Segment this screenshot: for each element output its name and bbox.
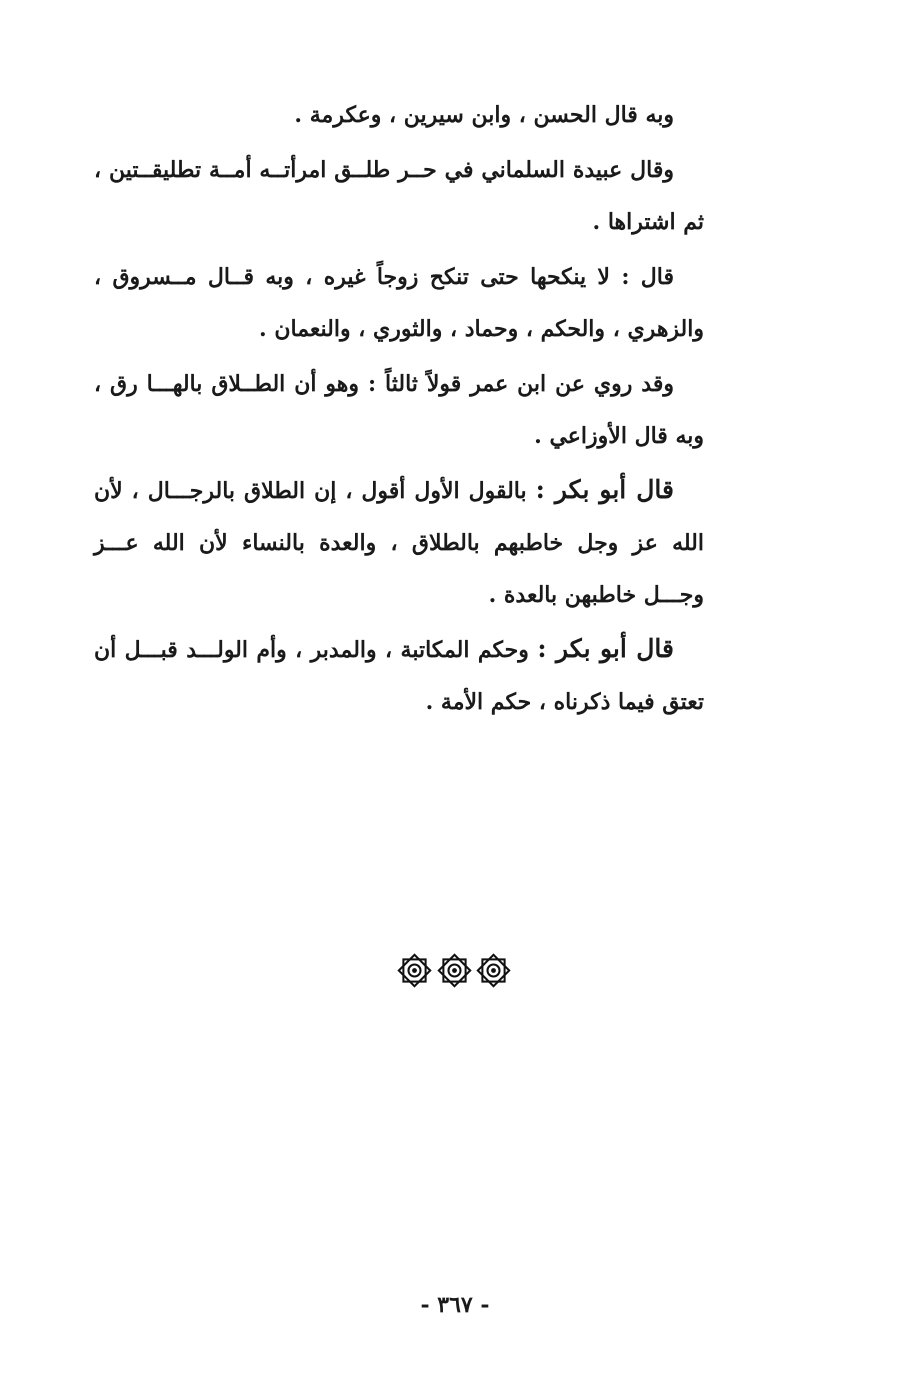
paragraph-3 (94, 250, 704, 355)
paragraph-1 (94, 88, 704, 141)
paragraph-4 (94, 357, 704, 462)
paragraph-text: وبه قال الحسن ، وابن سيرين ، وعكرمة . (294, 102, 674, 128)
section-end-ornament (396, 950, 512, 990)
paragraph-text: وقال عبيدة السلماني في حــر طلــق امرأتــه أمــة تطليقــتين ، ثم اشتراها . (94, 157, 704, 235)
paragraph-text: وقد روي عن ابن عمر قولاً ثالثاً : وهو أن الطــلاق بالهـــا رق ، وبه قال الأوزاعي . (94, 371, 704, 449)
paragraph-5 (94, 464, 704, 621)
star-octagon-ornament-icon (396, 952, 433, 989)
star-octagon-ornament-icon (475, 952, 512, 989)
paragraph-2 (94, 143, 704, 248)
paragraph-6 (94, 623, 704, 728)
paragraph-text: وحكم المكاتبة ، والمدبر ، وأم الولـــد قبـــل أن تعتق فيما ذكرناه ، حكم الأمة . (94, 637, 704, 715)
body-text (94, 88, 704, 728)
paragraph-text: قال : لا ينكحها حتى تنكح زوجاً غيره ، وبه قــال مــسروق ، والزهري ، والحكم ، وحماد ، والثوري ، والنعمان . (94, 264, 704, 342)
paragraph-lead: قال أبو بكر : (535, 475, 674, 504)
page-number: - ٣٦٧ - (420, 1292, 490, 1318)
paragraph-text: بالقول الأول أقول ، إن الطلاق بالرجـــال ، لأن الله عز وجل خاطبهم بالطلاق ، والعدة بالنساء لأن الله عـــز وجـــل خاطبهن بالعدة . (94, 478, 704, 608)
star-octagon-ornament-icon (436, 952, 473, 989)
paragraph-lead: قال أبو بكر : (537, 634, 674, 663)
